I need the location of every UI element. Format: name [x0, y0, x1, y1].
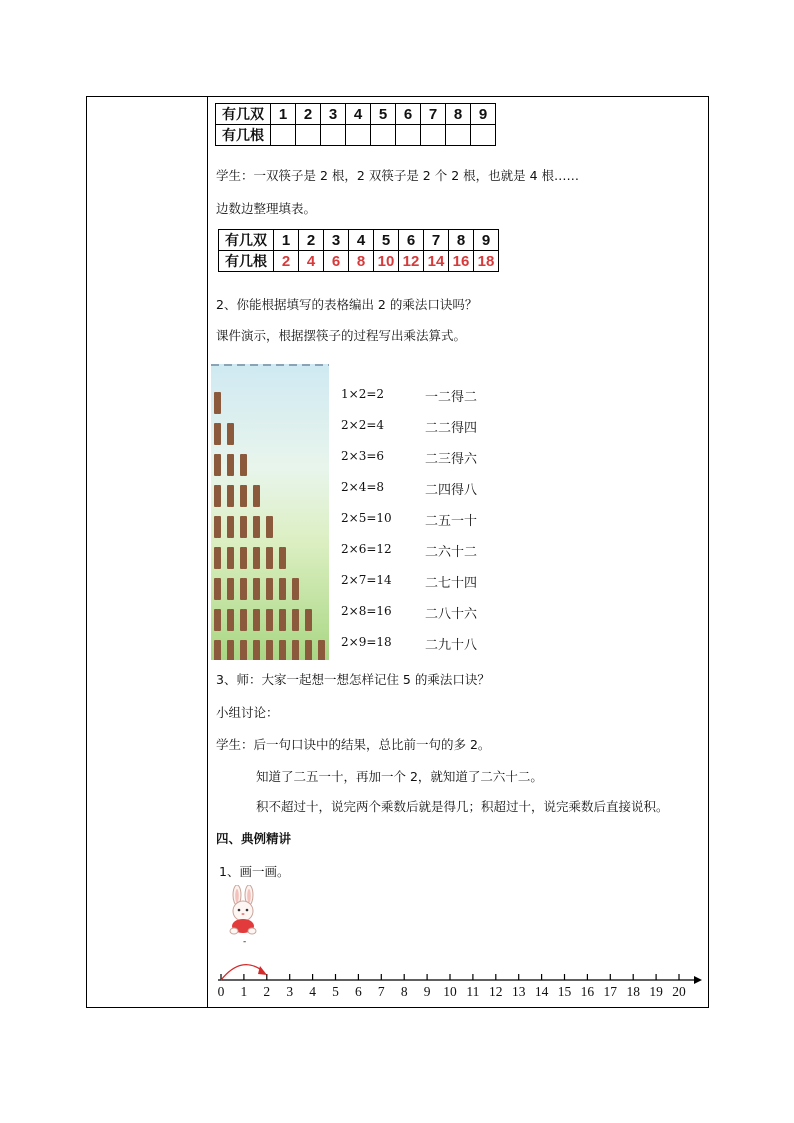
chopstick — [217, 454, 221, 476]
rhyme: 二九十八 — [425, 638, 478, 653]
chopstick — [243, 578, 247, 600]
tick-label: 15 — [557, 984, 572, 999]
row-label-pairs: 有几双 — [219, 230, 274, 251]
table-cell: 8 — [449, 230, 474, 251]
tick-label: 1 — [240, 984, 248, 999]
result-cell: 16 — [449, 251, 474, 272]
table-cell: 2 — [296, 104, 321, 125]
pairs-table-filled — [218, 229, 499, 272]
result-cell: 14 — [424, 251, 449, 272]
tick-label: 13 — [511, 984, 526, 999]
rabbit-icon — [222, 885, 266, 937]
tick-label: 3 — [286, 984, 294, 999]
tick-label: 5 — [332, 984, 339, 999]
chopstick — [217, 547, 221, 569]
row-label-pairs: 有几双 — [216, 104, 271, 125]
tick-label: 11 — [466, 984, 480, 999]
draw-instruction: 1、画一画。 — [219, 864, 290, 879]
demo-line: 课件演示，根据摆筷子的过程写出乘法算式。 — [216, 328, 467, 343]
question-3: 3、师：大家一起想一想怎样记住 5 的乘法口诀？ — [216, 672, 490, 687]
table-cell: 7 — [424, 230, 449, 251]
rhyme: 二四得八 — [425, 483, 478, 498]
chopstick — [256, 516, 260, 538]
table-cell: 3 — [324, 230, 349, 251]
tick-label: 2 — [263, 984, 271, 999]
jump-arc — [221, 965, 264, 980]
table-cell: 7 — [421, 104, 446, 125]
chopstick — [217, 640, 221, 660]
chopstick — [230, 640, 234, 660]
chopstick — [230, 516, 234, 538]
empty-cell — [271, 125, 296, 146]
chopstick — [243, 485, 247, 507]
rhyme: 二五一十 — [425, 514, 478, 529]
result-cell: 6 — [324, 251, 349, 272]
chopstick — [308, 609, 312, 631]
rhyme: 二七十四 — [425, 576, 478, 591]
table-cell: 2 — [299, 230, 324, 251]
chopstick — [217, 423, 221, 445]
table-cell: 3 — [321, 104, 346, 125]
tick-label: 10 — [443, 984, 457, 999]
equation: 2×3=6 — [341, 449, 385, 463]
chopstick — [243, 454, 247, 476]
chopstick — [282, 547, 286, 569]
result-cell: 18 — [474, 251, 499, 272]
tick-label: 7 — [377, 984, 385, 999]
chopstick — [269, 578, 273, 600]
table-cell: 6 — [399, 230, 424, 251]
tick-label: 6 — [355, 984, 362, 999]
rhyme: 二三得六 — [425, 452, 478, 467]
empty-cell — [321, 125, 346, 146]
chopstick — [282, 609, 286, 631]
pairs-table-empty — [215, 103, 496, 146]
chopstick — [217, 609, 221, 631]
table-cell: 4 — [346, 104, 371, 125]
empty-cell — [396, 125, 421, 146]
chopstick — [243, 547, 247, 569]
chopstick — [269, 547, 273, 569]
chopstick — [295, 640, 299, 660]
tick-label: 20 — [672, 984, 686, 999]
know-line: 知道了二五一十，再加一个 2，就知道了二六十二。 — [256, 769, 543, 784]
table-cell: 5 — [371, 104, 396, 125]
empty-cell — [371, 125, 396, 146]
tick-label: 14 — [534, 984, 549, 999]
chopstick — [308, 640, 312, 660]
chopstick — [282, 578, 286, 600]
table-cell: 4 — [349, 230, 374, 251]
chopstick — [230, 609, 234, 631]
row-label-sticks: 有几根 — [219, 251, 274, 272]
result-cell: 2 — [274, 251, 299, 272]
dash-mark: - — [243, 937, 247, 947]
dashed-border — [211, 364, 329, 366]
chopstick — [230, 454, 234, 476]
chopstick — [269, 609, 273, 631]
table-cell: 9 — [474, 230, 499, 251]
tick-label: 12 — [489, 984, 503, 999]
student-line: 学生：一双筷子是 2 根，2 双筷子是 2 个 2 根，也就是 4 根…… — [216, 168, 580, 183]
chopstick — [230, 485, 234, 507]
chopstick — [269, 640, 273, 660]
empty-cell — [471, 125, 496, 146]
empty-cell — [446, 125, 471, 146]
column-divider — [207, 97, 208, 1007]
chopstick — [243, 640, 247, 660]
empty-cell — [296, 125, 321, 146]
rhyme: 一二得二 — [425, 390, 478, 405]
rhyme: 二二得四 — [425, 421, 478, 436]
result-cell: 8 — [349, 251, 374, 272]
group-discussion: 小组讨论： — [216, 705, 279, 720]
chopstick — [321, 640, 325, 660]
chopstick — [217, 578, 221, 600]
table-cell: 9 — [471, 104, 496, 125]
rhyme: 二八十六 — [425, 607, 478, 622]
tick-label: 0 — [217, 984, 225, 999]
equation: 2×5=10 — [341, 511, 392, 525]
table-cell: 1 — [274, 230, 299, 251]
chopstick — [295, 578, 299, 600]
chopsticks-picture — [211, 364, 329, 660]
chopstick — [282, 640, 286, 660]
table-cell: 1 — [271, 104, 296, 125]
tick-label: 17 — [603, 984, 618, 999]
equation: 1×2=2 — [341, 387, 385, 401]
result-cell: 10 — [374, 251, 399, 272]
tick-label: 8 — [400, 984, 408, 999]
row-label-sticks: 有几根 — [216, 125, 271, 146]
tick-label: 16 — [580, 984, 595, 999]
equation: 2×7=14 — [341, 573, 392, 587]
chopstick — [217, 485, 221, 507]
result-cell: 4 — [299, 251, 324, 272]
chopstick — [243, 609, 247, 631]
chopstick — [230, 578, 234, 600]
chopstick — [217, 516, 221, 538]
tick-label: 4 — [309, 984, 316, 999]
question-2: 2、你能根据填写的表格编出 2 的乘法口诀吗？ — [216, 297, 478, 312]
chopstick — [256, 485, 260, 507]
tick-label: 9 — [423, 984, 431, 999]
chopstick — [256, 609, 260, 631]
chopstick — [230, 423, 234, 445]
fill-line: 边数边整理填表。 — [216, 201, 317, 216]
table-cell: 8 — [446, 104, 471, 125]
equation: 2×8=16 — [341, 604, 392, 618]
axis-arrow — [694, 976, 702, 984]
section-heading: 四、典例精讲 — [216, 831, 292, 846]
tick-label: 19 — [649, 984, 663, 999]
table-cell: 5 — [374, 230, 399, 251]
result-cell: 12 — [399, 251, 424, 272]
chopstick — [230, 547, 234, 569]
equation: 2×9=18 — [341, 635, 392, 649]
table-cell: 6 — [396, 104, 421, 125]
empty-cell — [421, 125, 446, 146]
chopstick — [256, 640, 260, 660]
rhyme: 二六十二 — [425, 545, 478, 560]
empty-cell — [346, 125, 371, 146]
chopstick — [217, 392, 221, 414]
chopstick — [256, 578, 260, 600]
equation: 2×4=8 — [341, 480, 385, 494]
chopstick — [256, 547, 260, 569]
equation: 2×6=12 — [341, 542, 392, 556]
chopstick — [269, 516, 273, 538]
chopstick — [243, 516, 247, 538]
chopstick — [295, 609, 299, 631]
equation: 2×2=4 — [341, 418, 385, 432]
tick-label: 18 — [626, 984, 640, 999]
student-answer: 学生：后一句口诀中的结果，总比前一句的多 2。 — [216, 737, 491, 752]
jump-arrowhead — [258, 966, 267, 975]
product-line: 积不超过十，说完两个乘数后就是得几；积超过十，说完乘数后直接说积。 — [256, 799, 669, 814]
